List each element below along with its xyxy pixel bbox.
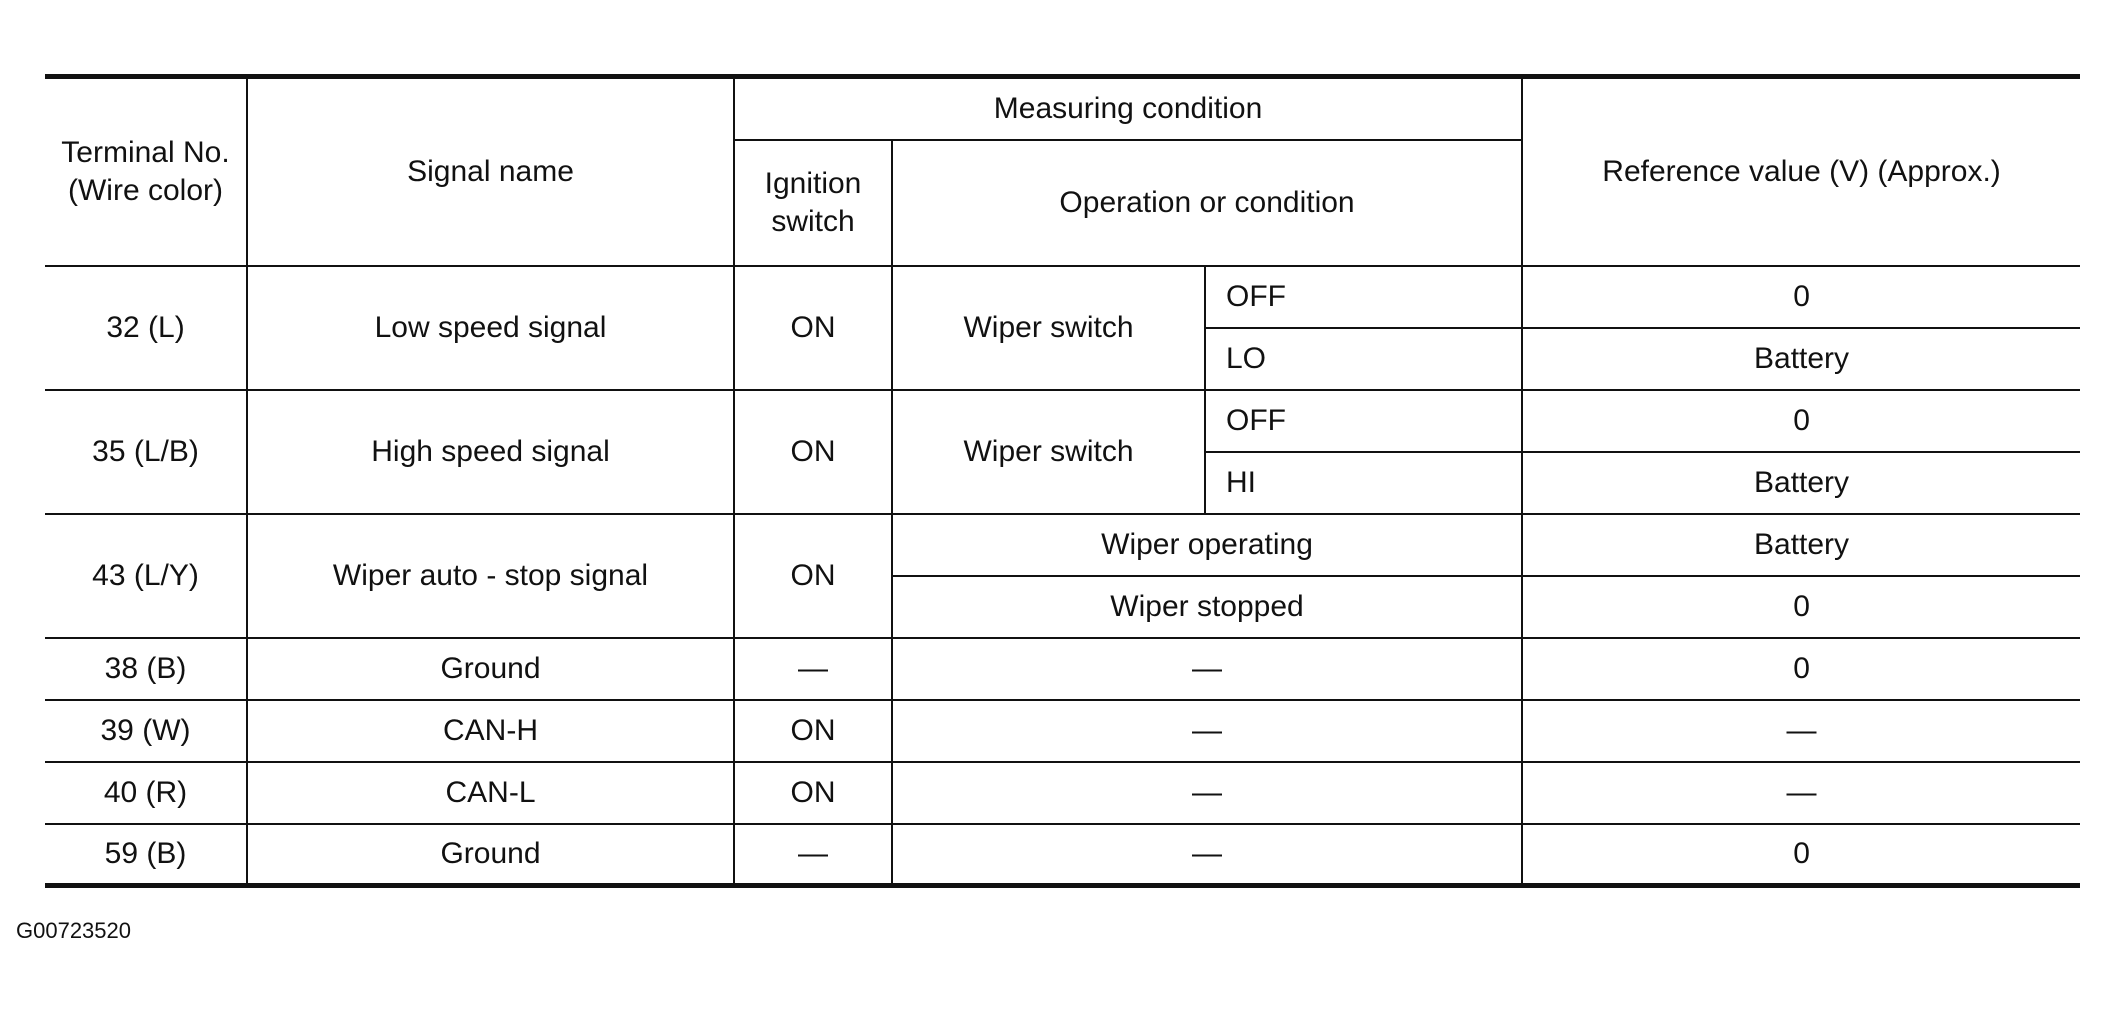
header-measuring-condition: Measuring condition: [734, 77, 1522, 140]
reference-value-cell: 0: [1522, 390, 2080, 452]
terminal-spec-table-container: [45, 74, 2080, 888]
header-terminal: Terminal No. (Wire color): [45, 77, 247, 266]
signal-name-cell: CAN-H: [247, 700, 734, 762]
terminal-cell: 32 (L): [45, 266, 247, 390]
ignition-cell: —: [734, 824, 892, 886]
table-row: [45, 266, 2080, 328]
terminal-cell: 39 (W): [45, 700, 247, 762]
reference-value-cell: —: [1522, 762, 2080, 824]
terminal-cell: 40 (R): [45, 762, 247, 824]
terminal-cell: 59 (B): [45, 824, 247, 886]
header-operation-or-condition: Operation or condition: [892, 140, 1522, 266]
table-row: [45, 638, 2080, 700]
header-ignition-switch: Ignition switch: [734, 140, 892, 266]
header-row-1: [45, 77, 2080, 140]
ignition-cell: —: [734, 638, 892, 700]
condition-state-cell: Wiper operating: [892, 514, 1522, 576]
reference-value-cell: Battery: [1522, 328, 2080, 390]
header-reference-value: Reference value (V) (Approx.): [1522, 77, 2080, 266]
terminal-cell: 35 (L/B): [45, 390, 247, 514]
ignition-cell: ON: [734, 514, 892, 638]
table-row: [45, 824, 2080, 886]
reference-value-cell: 0: [1522, 824, 2080, 886]
table-row: [45, 762, 2080, 824]
reference-value-cell: 0: [1522, 576, 2080, 638]
reference-value-cell: 0: [1522, 266, 2080, 328]
operation-cell: —: [892, 824, 1522, 886]
terminal-cell: 38 (B): [45, 638, 247, 700]
condition-state-cell: OFF: [1205, 390, 1522, 452]
reference-value-cell: —: [1522, 700, 2080, 762]
ignition-cell: ON: [734, 390, 892, 514]
reference-value-cell: Battery: [1522, 452, 2080, 514]
figure-id: G00723520: [16, 918, 131, 943]
signal-name-cell: Low speed signal: [247, 266, 734, 390]
terminal-cell: 43 (L/Y): [45, 514, 247, 638]
signal-name-cell: Ground: [247, 638, 734, 700]
operation-cell: Wiper switch: [892, 390, 1205, 514]
condition-state-cell: Wiper stopped: [892, 576, 1522, 638]
reference-value-cell: 0: [1522, 638, 2080, 700]
table-row: [45, 514, 2080, 576]
reference-value-cell: Battery: [1522, 514, 2080, 576]
operation-cell: Wiper switch: [892, 266, 1205, 390]
ignition-cell: ON: [734, 762, 892, 824]
terminal-spec-table: [45, 74, 2080, 888]
condition-state-cell: HI: [1205, 452, 1522, 514]
signal-name-cell: Wiper auto - stop signal: [247, 514, 734, 638]
table-row: [45, 700, 2080, 762]
condition-state-cell: LO: [1205, 328, 1522, 390]
ignition-cell: ON: [734, 266, 892, 390]
operation-cell: —: [892, 762, 1522, 824]
operation-cell: —: [892, 700, 1522, 762]
operation-cell: —: [892, 638, 1522, 700]
signal-name-cell: High speed signal: [247, 390, 734, 514]
signal-name-cell: CAN-L: [247, 762, 734, 824]
header-signal-name: Signal name: [247, 77, 734, 266]
signal-name-cell: Ground: [247, 824, 734, 886]
ignition-cell: ON: [734, 700, 892, 762]
condition-state-cell: OFF: [1205, 266, 1522, 328]
table-row: [45, 390, 2080, 452]
